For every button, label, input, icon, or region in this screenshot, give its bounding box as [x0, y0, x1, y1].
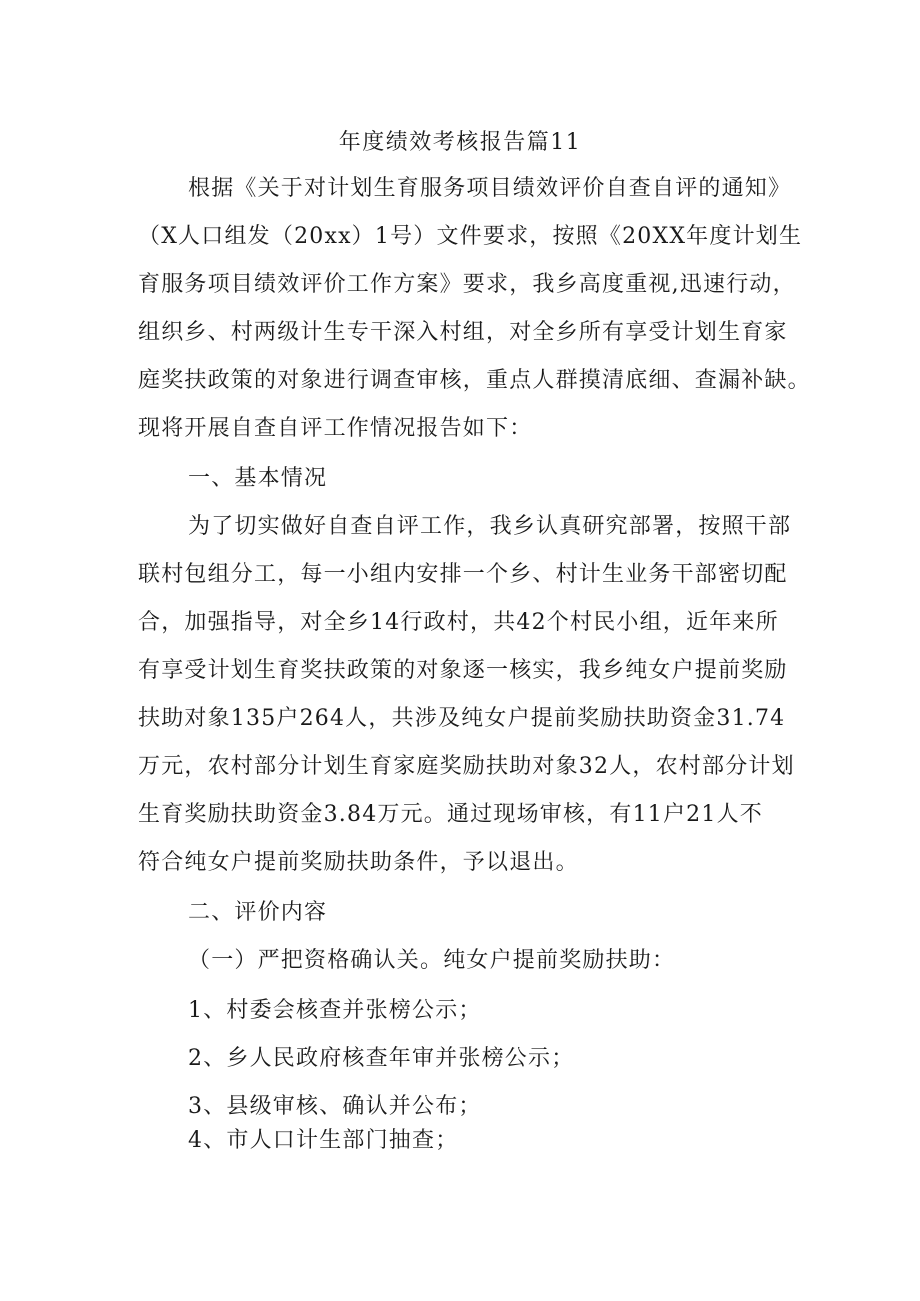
subsection1-heading: （一）严把资格确认关。纯女户提前奖励扶助： — [188, 948, 676, 973]
section2-heading: 二、评价内容 — [188, 900, 328, 925]
section1-line-1: 为了切实做好自查自评工作，我乡认真研究部署，按照干部 — [188, 514, 792, 539]
section1-line-3: 合，加强指导，对全乡14行政村，共42个村民小组，近年来所 — [138, 610, 779, 635]
section1-line-6: 万元，农村部分计划生育家庭奖励扶助对象32人，农村部分计划 — [138, 754, 795, 779]
section1-line-4: 有享受计划生育奖扶政策的对象逐一核实，我乡纯女户提前奖励 — [138, 658, 788, 683]
section1-line-8: 符合纯女户提前奖励扶助条件，予以退出。 — [138, 850, 579, 875]
section1-line-7: 生育奖励扶助资金3.84万元。通过现场审核，有11户21人不 — [138, 802, 763, 827]
intro-line-5: 庭奖扶政策的对象进行调查审核，重点人群摸清底细、查漏补缺。 — [138, 368, 811, 393]
intro-line-1: 根据《关于对计划生育服务项目绩效评价自查自评的通知》 — [188, 176, 792, 201]
intro-line-6: 现将开展自查自评工作情况报告如下： — [138, 416, 533, 441]
list-item-3: 3、县级审核、确认并公布； — [188, 1094, 482, 1119]
section1-line-5: 扶助对象135户264人，共涉及纯女户提前奖励扶助资金31.74 — [138, 706, 786, 731]
intro-line-2: （X人口组发（20xx）1号）文件要求，按照《20XX年度计划生 — [138, 224, 803, 249]
intro-line-3: 育服务项目绩效评价工作方案》要求，我乡高度重视,迅速行动， — [138, 272, 796, 297]
section1-line-2: 联村包组分工，每一小组内安排一个乡、村计生业务干部密切配 — [138, 562, 788, 587]
list-item-2: 2、乡人民政府核查年审并张榜公示； — [188, 1046, 575, 1071]
list-item-1: 1、村委会核查并张榜公示； — [188, 998, 482, 1023]
section1-heading: 一、基本情况 — [188, 466, 328, 491]
list-item-4: 4、市人口计生部门抽查； — [188, 1128, 459, 1153]
intro-line-4: 组织乡、村两级计生专干深入村组，对全乡所有享受计划生育家 — [138, 320, 788, 345]
document-title: 年度绩效考核报告篇11 — [338, 130, 582, 155]
